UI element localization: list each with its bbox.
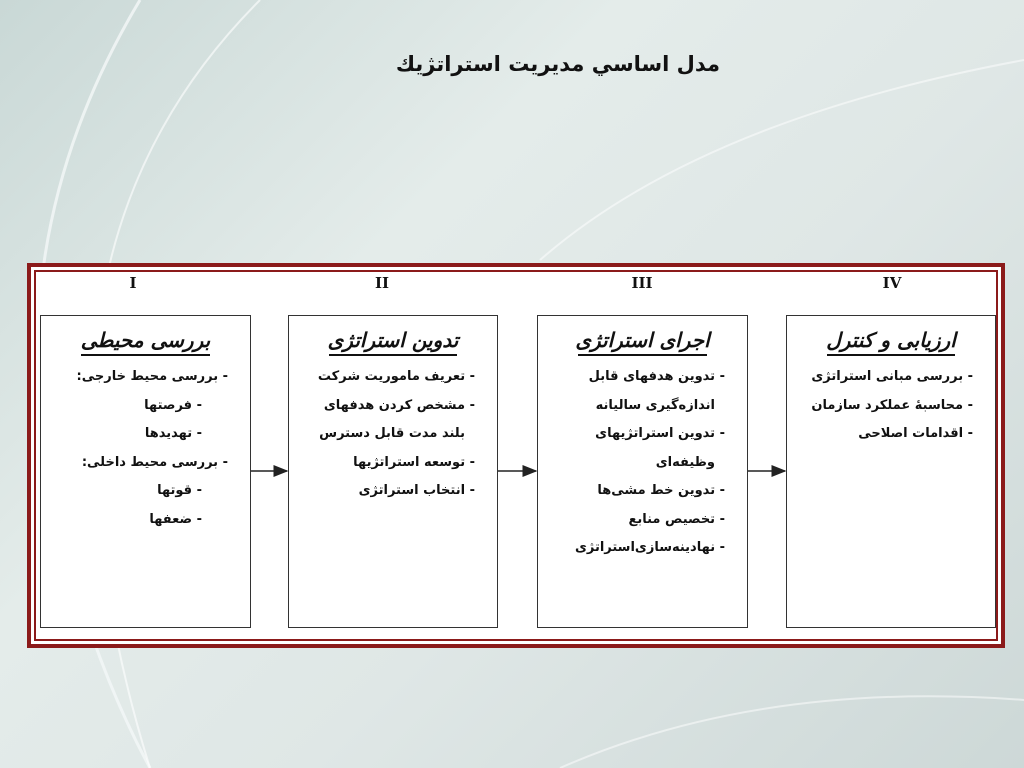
stage-item: اندازه‌گیری سالیانه <box>595 397 715 413</box>
stage-item: بلند مدت قابل دسترس <box>319 426 465 441</box>
stage-numeral-4: IV <box>882 274 902 292</box>
stage-item: - تدوین استراتژیهای <box>595 426 725 441</box>
stage-heading: ارزیابی و کنترل <box>809 328 973 359</box>
stage-item: - نهادینه‌سازی‌استراتژی <box>574 540 725 555</box>
stage-numeral-2: II <box>374 274 390 292</box>
stage-item: - تدوین هدفهای قابل <box>588 369 725 384</box>
stage-numeral-1: I <box>129 274 137 292</box>
stage-item: - مشخص کردن هدفهای <box>323 397 475 413</box>
stage-item: - اقدامات اصلاحی <box>858 426 973 441</box>
stage-item: - بررسی محیط داخلی: <box>81 454 228 470</box>
stage-box-environmental-scanning <box>40 315 251 628</box>
stage-heading: تدوین استراتژی <box>311 328 475 359</box>
stage-item: - تعریف ماموریت شرکت <box>317 369 475 384</box>
stage-item: - قوتها <box>157 483 202 498</box>
stage-heading: بررسی محیطی <box>63 328 228 359</box>
stage-item: - تهدیدها <box>144 426 202 441</box>
stage-item: - تدوین خط مشی‌ها <box>597 483 725 498</box>
stage-box-strategy-formulation <box>288 315 498 628</box>
stage-item: - تخصیص منابع <box>628 511 725 527</box>
stage-box-evaluation-control <box>786 315 996 628</box>
stage-heading: اجرای استراتژی <box>560 328 725 359</box>
stage-item: - توسعه استراتژیها <box>353 454 475 470</box>
stage-item: - انتخاب استراتژی <box>358 483 475 498</box>
stage-item: - بررسی مبانی استراتژی <box>811 369 973 384</box>
stage-item: - بررسی محیط خارجی: <box>76 369 228 384</box>
stage-item: - ضعفها <box>149 511 202 527</box>
stage-box-strategy-implementation <box>537 315 748 628</box>
stage-item: - محاسبهٔ عملکرد سازمان <box>811 397 973 413</box>
stage-item: وظیفه‌ای <box>655 454 715 470</box>
stage-item: - فرصتها <box>144 397 202 413</box>
stage-numeral-3: III <box>631 274 653 292</box>
slide-title: مدل اساسي مديريت استراتژيك <box>395 52 720 76</box>
